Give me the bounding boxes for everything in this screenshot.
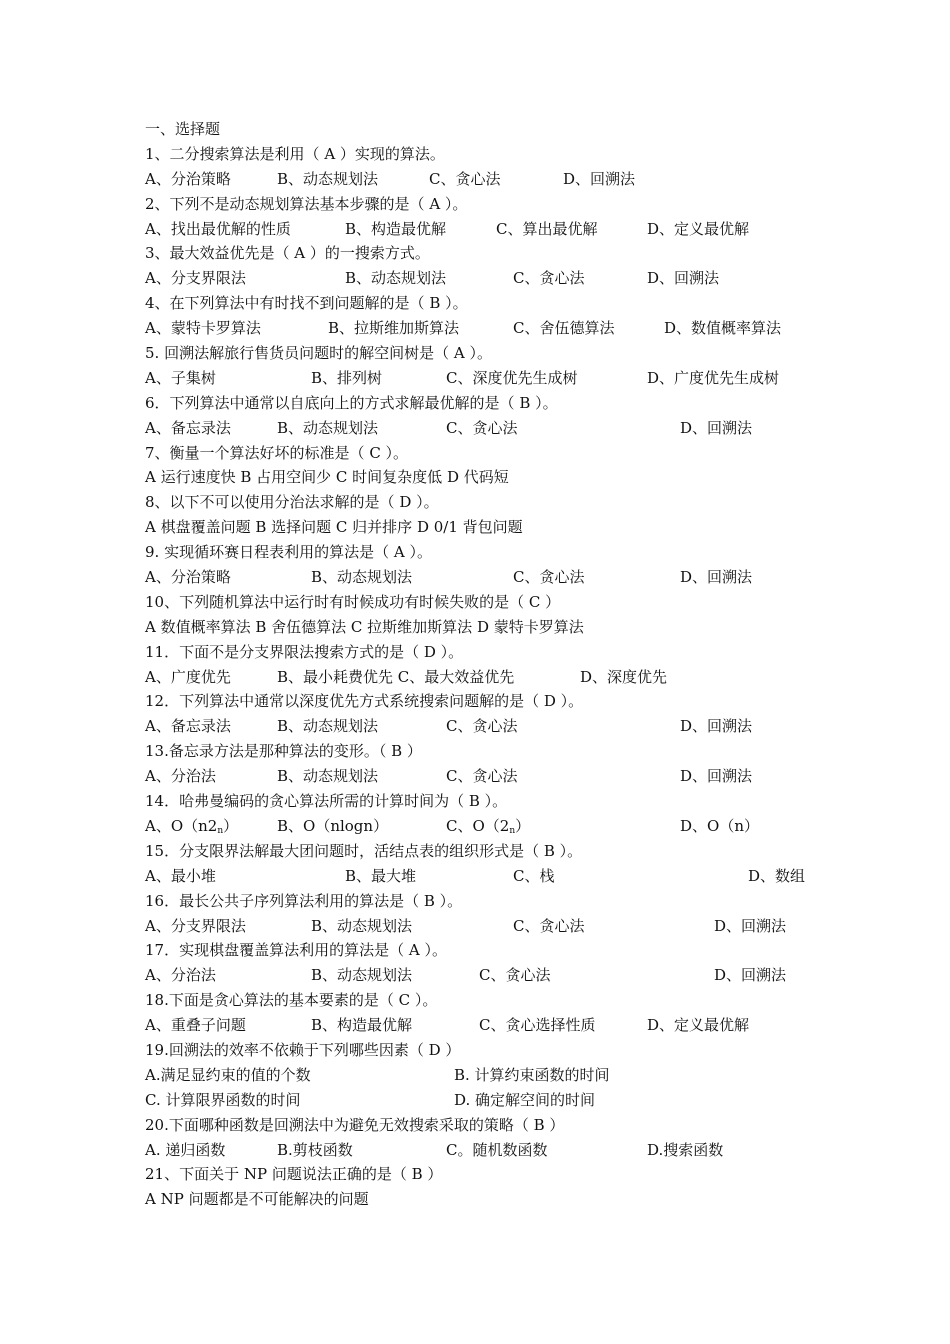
question-16: 16．最长公共子序列算法利用的算法是（ B ）。 xyxy=(145,891,463,910)
option-c: C、贪心法 xyxy=(479,966,551,985)
option-c: C、贪心法 xyxy=(513,269,585,288)
option-c: C、舍伍德算法 xyxy=(513,319,615,338)
question-14: 14．哈弗曼编码的贪心算法所需的计算时间为（ B ）。 xyxy=(145,792,508,811)
option-c: C、贪心法 xyxy=(446,717,518,736)
option-c: C、栈 xyxy=(513,866,555,885)
option-d: D、深度优先 xyxy=(580,667,668,686)
question-18: 18.下面是贪心算法的基本要素的是（ C ）。 xyxy=(145,991,438,1010)
option-a: A、备忘录法 xyxy=(145,418,231,437)
options-14 xyxy=(145,814,845,839)
option-d: D. 确定解空间的时间 xyxy=(454,1090,596,1109)
option-d: D、回溯法 xyxy=(680,568,753,587)
option-a: A、找出最优解的性质 xyxy=(145,219,291,238)
options-2 xyxy=(145,217,845,242)
option-b: B、动态规划法 xyxy=(345,269,447,288)
option-c: C。随机数函数 xyxy=(446,1140,548,1159)
option-d: D、回溯法 xyxy=(647,269,720,288)
option-b: B、拉斯维加斯算法 xyxy=(328,319,460,338)
question-17: 17．实现棋盘覆盖算法利用的算法是（ A ）。 xyxy=(145,941,447,960)
option-b: B、排列树 xyxy=(311,368,383,387)
question-4: 4、在下列算法中有时找不到问题解的是（ B ）。 xyxy=(145,294,468,313)
options-5 xyxy=(145,366,845,391)
option-c: C. 计算限界函数的时间 xyxy=(145,1090,301,1109)
question-19: 19.回溯法的效率不依赖于下列哪些因素（ D ） xyxy=(145,1040,461,1059)
option-b: B、O（nlogn） xyxy=(277,816,389,835)
option-b: B、动态规划法 xyxy=(277,418,379,437)
question-6: 6．下列算法中通常以自底向上的方式求解最优解的是（ B ）。 xyxy=(145,393,558,412)
option-d: D、回溯法 xyxy=(680,418,753,437)
option-b: B. 计算约束函数的时间 xyxy=(454,1065,610,1084)
option-a: A、分支界限法 xyxy=(145,269,246,288)
options-6 xyxy=(145,416,845,441)
option-a: A、备忘录法 xyxy=(145,717,231,736)
option-c: C、深度优先生成树 xyxy=(446,368,578,387)
option-c: C、贪心法 xyxy=(513,916,585,935)
options-16 xyxy=(145,914,845,939)
options-11 xyxy=(145,665,845,690)
question-13: 13.备忘录方法是那种算法的变形。（ B ） xyxy=(145,742,422,761)
options-17 xyxy=(145,963,845,988)
options-8: A 棋盘覆盖问题 B 选择问题 C 归并排序 D 0/1 背包问题 xyxy=(145,518,523,537)
option-a: A、分治法 xyxy=(145,966,216,985)
option-d: D、数组 xyxy=(748,866,806,885)
option-d: D、定义最优解 xyxy=(647,219,750,238)
option-a: A、子集树 xyxy=(145,368,216,387)
option-b: B、动态规划法 xyxy=(277,169,379,188)
options-3 xyxy=(145,266,845,291)
options-13 xyxy=(145,764,845,789)
option-c: C、算出最优解 xyxy=(496,219,598,238)
option-d: D、回溯法 xyxy=(680,767,753,786)
question-15: 15．分支限界法解最大团问题时，活结点表的组织形式是（ B ）。 xyxy=(145,841,583,860)
option-a: A. 递归函数 xyxy=(145,1140,226,1159)
option-a: A、最小堆 xyxy=(145,866,216,885)
options-18 xyxy=(145,1013,845,1038)
question-7: 7、衡量一个算法好坏的标准是（ C ）。 xyxy=(145,443,409,462)
document-body xyxy=(145,117,845,1212)
option-d: D、广度优先生成树 xyxy=(647,368,780,387)
options-12 xyxy=(145,714,845,739)
option-b: B.剪枝函数 xyxy=(277,1140,353,1159)
option-b: B、动态规划法 xyxy=(311,966,413,985)
question-1: 1、二分搜索算法是利用（ A ）实现的算法。 xyxy=(145,144,445,163)
option-a: A、广度优先 xyxy=(145,667,231,686)
option-b: B、动态规划法 xyxy=(311,916,413,935)
option-b: B、构造最优解 xyxy=(311,1016,413,1035)
options-1 xyxy=(145,167,845,192)
option-d: D、数值概率算法 xyxy=(664,319,782,338)
option-a: A、分治法 xyxy=(145,767,216,786)
question-12: 12．下列算法中通常以深度优先方式系统搜索问题解的是（ D ）。 xyxy=(145,692,584,711)
option-c: C、贪心法 xyxy=(446,767,518,786)
option-a: A、分治策略 xyxy=(145,568,231,587)
option-b: B、最大堆 xyxy=(345,866,417,885)
options-9 xyxy=(145,565,845,590)
option-a: A、$O(n2_n)$ xyxy=(145,816,239,836)
option-a: A.满足显约束的值的个数 xyxy=(145,1065,311,1084)
option-a: A、分支界限法 xyxy=(145,916,246,935)
question-21: 21、下面关于 NP 问题说法正确的是（ B ） xyxy=(145,1165,443,1184)
option-b: B、构造最优解 xyxy=(345,219,447,238)
option-d: D、回溯法 xyxy=(714,916,787,935)
option-d: D、回溯法 xyxy=(714,966,787,985)
question-3: 3、最大效益优先是（ A ）的一搜索方式。 xyxy=(145,244,430,263)
option-a: A、重叠子问题 xyxy=(145,1016,246,1035)
options-20 xyxy=(145,1138,845,1163)
option-d: D、回溯法 xyxy=(680,717,753,736)
options-10: A 数值概率算法 B 舍伍德算法 C 拉斯维加斯算法 D 蒙特卡罗算法 xyxy=(145,617,584,636)
question-11: 11．下面不是分支界限法搜索方式的是（ D ）。 xyxy=(145,642,464,661)
option-b-c: B、最小耗费优先 C、最大效益优先 xyxy=(277,667,515,686)
option-b: B、动态规划法 xyxy=(311,568,413,587)
option-c: C、$O(2_n)$ xyxy=(446,816,531,836)
question-20: 20.下面哪种函数是回溯法中为避免无效搜索采取的策略（ B ） xyxy=(145,1115,565,1134)
section-title: 一、选择题 xyxy=(145,120,221,138)
option-c: C、贪心选择性质 xyxy=(479,1016,596,1035)
question-5: 5. 回溯法解旅行售货员问题时的解空间树是（ A ）。 xyxy=(145,344,492,363)
options-21: A NP 问题都是不可能解决的问题 xyxy=(145,1190,369,1209)
question-9: 9. 实现循环赛日程表利用的算法是（ A ）。 xyxy=(145,543,432,562)
option-d: D.搜索函数 xyxy=(647,1140,724,1159)
option-d: D、回溯法 xyxy=(563,169,636,188)
question-8: 8、以下不可以使用分治法求解的是（ D ）。 xyxy=(145,493,439,512)
option-a: A、蒙特卡罗算法 xyxy=(145,319,261,338)
option-d: D、O（n） xyxy=(680,816,759,835)
option-b: B、动态规划法 xyxy=(277,767,379,786)
question-10: 10、下列随机算法中运行时有时候成功有时候失败的是（ C ） xyxy=(145,592,561,611)
option-c: C、贪心法 xyxy=(429,169,501,188)
options-19-row-1 xyxy=(145,1063,845,1088)
option-c: C、贪心法 xyxy=(446,418,518,437)
option-d: D、定义最优解 xyxy=(647,1016,750,1035)
options-7: A 运行速度快 B 占用空间少 C 时间复杂度低 D 代码短 xyxy=(145,468,509,487)
option-b: B、动态规划法 xyxy=(277,717,379,736)
options-4 xyxy=(145,316,845,341)
question-2: 2、下列不是动态规划算法基本步骤的是（ A ）。 xyxy=(145,194,468,213)
option-a: A、分治策略 xyxy=(145,169,231,188)
options-19-row-2 xyxy=(145,1088,845,1113)
option-c: C、贪心法 xyxy=(513,568,585,587)
options-15 xyxy=(145,864,845,889)
